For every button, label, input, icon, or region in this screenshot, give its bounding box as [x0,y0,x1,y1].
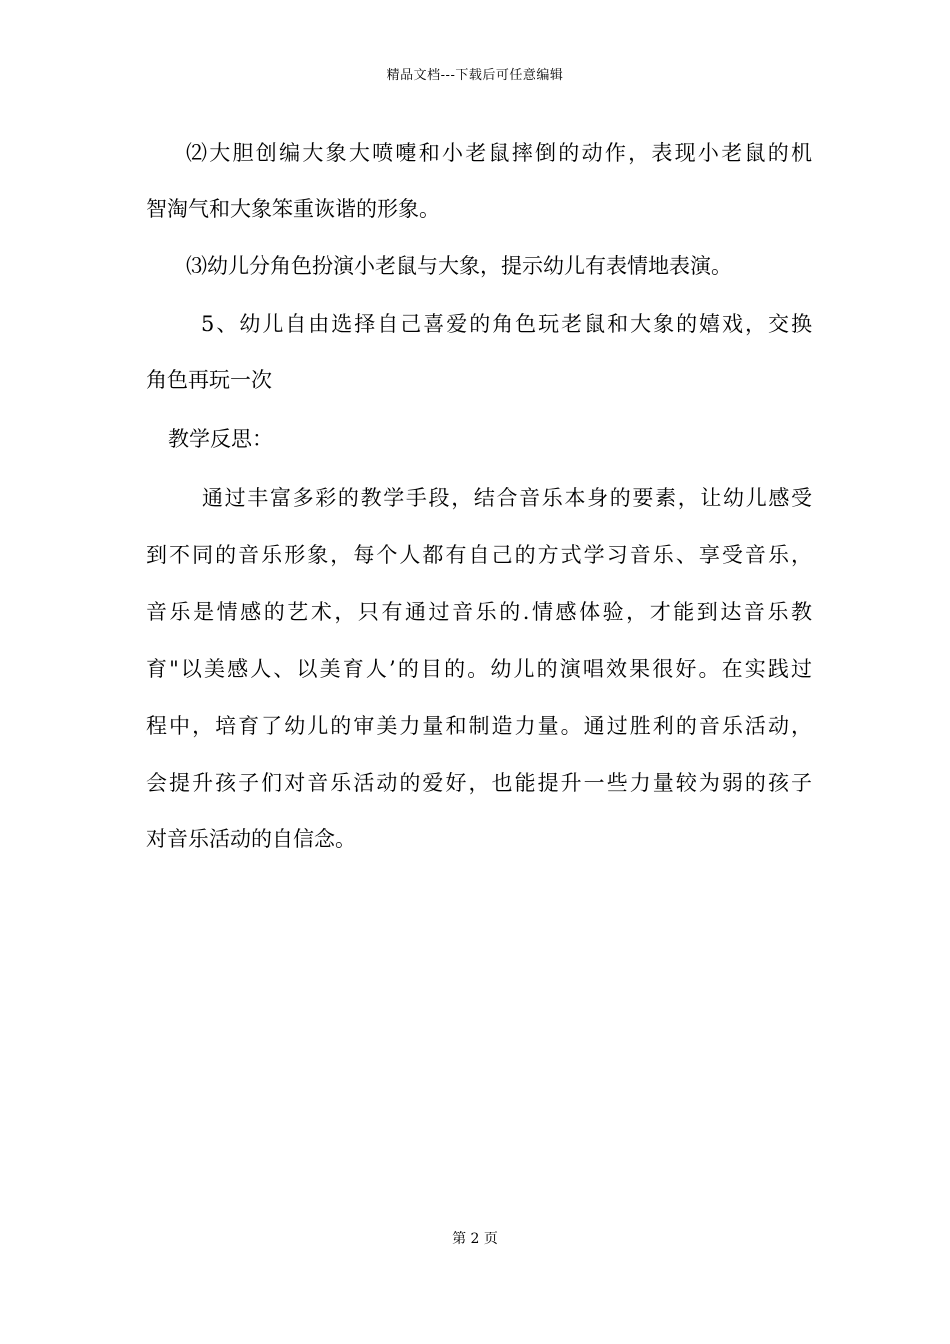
paragraph-line: 育"以美感人、以美育人’的目的。幼儿的演唱效果很好。在实践过 [146,657,812,681]
paragraph-line: 程中，培育了幼儿的审美力量和制造力量。通过胜利的音乐活动， [146,714,812,738]
paragraph-line: 到不同的音乐形象，每个人都有自己的方式学习音乐、享受音乐， [146,543,812,567]
paragraph-line: 会提升孩子们对音乐活动的爱好，也能提升一些力量较为弱的孩子 [146,771,812,795]
paragraph-line: 对音乐活动的自信念。 [146,827,356,851]
paragraph-line: ⑶幼儿分角色扮演小老鼠与大象，提示幼儿有表情地表演。 [186,254,732,278]
paragraph-line: 音乐是情感的艺术，只有通过音乐的.情感体验，才能到达音乐教 [146,600,812,624]
page-number: 第 2 页 [452,1231,498,1247]
paragraph-line: 通过丰富多彩的教学手段，结合音乐本身的要素，让幼儿感受 [202,486,812,510]
paragraph-line: ⑵大胆创编大象大喷嚏和小老鼠摔倒的动作，表现小老鼠的机 [186,141,812,165]
paragraph-line: 角色再玩一次 [146,368,272,392]
paragraph-line: 5、幼儿自由选择自己喜爱的角色玩老鼠和大象的嬉戏，交换 [201,312,812,336]
paragraph-line: 智淘气和大象笨重诙谐的形象。 [146,197,440,221]
page-header: 精品文档---下载后可任意编辑 [386,68,564,83]
section-heading: 教学反思： [168,427,273,451]
